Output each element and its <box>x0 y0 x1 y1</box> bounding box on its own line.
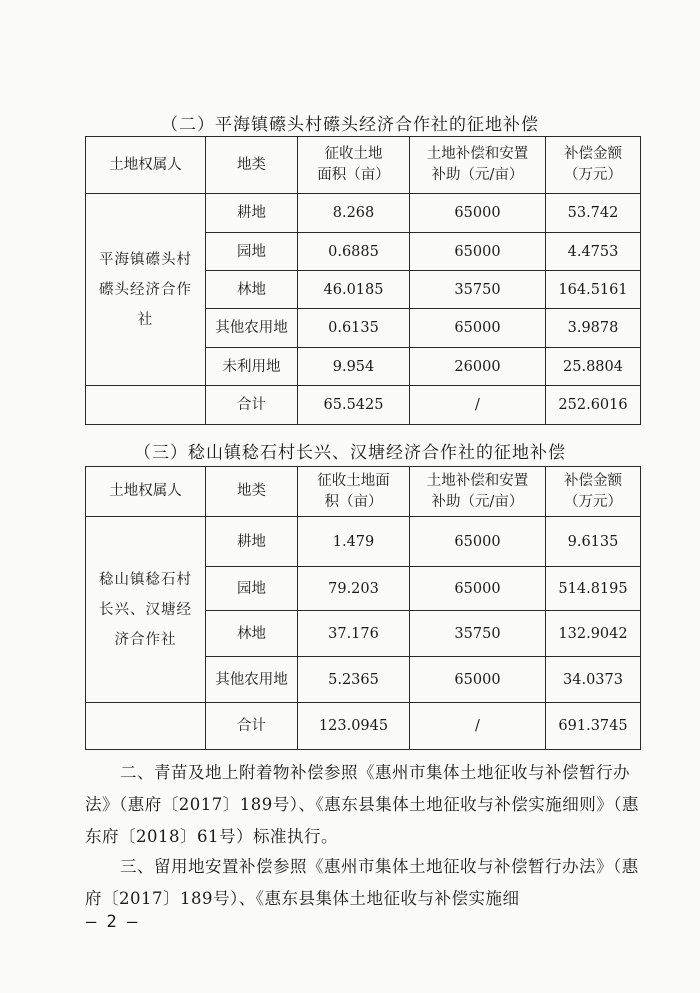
cell-land-type: 园地 <box>206 233 298 271</box>
cell-rate: 65000 <box>410 194 546 233</box>
table-row <box>86 517 641 567</box>
cell-land-type: 林地 <box>206 611 298 657</box>
cell-rate: 35750 <box>410 611 546 657</box>
cell-area: 1.479 <box>298 517 410 567</box>
cell-land-type: 耕地 <box>206 194 298 233</box>
cell-rate: 35750 <box>410 271 546 309</box>
cell-land-type: 园地 <box>206 567 298 611</box>
cell-total-area: 123.0945 <box>298 703 410 750</box>
cell-area: 46.0185 <box>298 271 410 309</box>
cell-total-amount: 691.3745 <box>546 703 641 750</box>
cell-amount: 3.9878 <box>546 309 641 348</box>
cell-amount: 9.6135 <box>546 517 641 567</box>
cell-area: 79.203 <box>298 567 410 611</box>
land-compensation-table-renshan <box>85 466 641 750</box>
cell-area: 0.6885 <box>298 233 410 271</box>
paragraph-reserved-land-compensation: 三、留用地安置补偿参照《惠州市集体土地征收与补偿暂行办法》（惠府〔2017〕189号）、《惠东县集体土地征收与补偿实施细 <box>85 857 639 908</box>
paragraph-seedling-compensation: 二、青苗及地上附着物补偿参照《惠州市集体土地征收与补偿暂行办法》（惠府〔2017〕189号）、《惠东县集体土地征收与补偿实施细则》（惠东府〔2018〕61号）标准执行。 <box>85 763 639 846</box>
cell-area: 0.6135 <box>298 309 410 348</box>
table-total-row <box>86 703 641 750</box>
header-rate: 土地补偿和安置 补助（元/亩） <box>410 137 546 194</box>
header-owner: 土地权属人 <box>86 467 206 517</box>
cell-rate: 65000 <box>410 567 546 611</box>
cell-land-type: 其他农用地 <box>206 657 298 703</box>
cell-rate: 26000 <box>410 348 546 386</box>
cell-total-amount: 252.6016 <box>546 386 641 425</box>
cell-amount: 164.5161 <box>546 271 641 309</box>
cell-total-rate: / <box>410 386 546 425</box>
cell-land-type: 林地 <box>206 271 298 309</box>
cell-total-area: 65.5425 <box>298 386 410 425</box>
header-amount: 补偿金额 （万元） <box>546 137 641 194</box>
cell-area: 8.268 <box>298 194 410 233</box>
cell-area: 9.954 <box>298 348 410 386</box>
section3-heading: （三）稔山镇稔石村长兴、汉塘经济合作社的征地补偿 <box>134 443 566 463</box>
header-land-type: 地类 <box>206 137 298 194</box>
cell-total-label: 合计 <box>206 386 298 425</box>
table-header-row <box>86 137 641 194</box>
cell-amount: 34.0373 <box>546 657 641 703</box>
table-total-row <box>86 386 641 425</box>
table-row <box>86 194 641 233</box>
header-rate: 土地补偿和安置 补助（元/亩） <box>410 467 546 517</box>
cell-total-rate: / <box>410 703 546 750</box>
cell-land-type: 其他农用地 <box>206 309 298 348</box>
cell-land-type: 未利用地 <box>206 348 298 386</box>
cell-rate: 65000 <box>410 517 546 567</box>
cell-area: 5.2365 <box>298 657 410 703</box>
page-number: — 2 — <box>86 912 138 932</box>
cell-total-label: 合计 <box>206 703 298 750</box>
cell-empty <box>86 703 206 750</box>
cell-amount: 4.4753 <box>546 233 641 271</box>
land-compensation-table-pinghai <box>85 136 641 425</box>
cell-land-type: 耕地 <box>206 517 298 567</box>
header-area: 征收土地 面积（亩） <box>298 137 410 194</box>
cell-amount: 25.8804 <box>546 348 641 386</box>
owner-cell: 平海镇礤头村礤头经济合作社 <box>86 194 206 386</box>
header-area: 征收土地面 积（亩） <box>298 467 410 517</box>
cell-rate: 65000 <box>410 233 546 271</box>
header-amount: 补偿金额 （万元） <box>546 467 641 517</box>
header-land-type: 地类 <box>206 467 298 517</box>
table-header-row <box>86 467 641 517</box>
owner-cell: 稔山镇稔石村长兴、汉塘经济合作社 <box>86 517 206 703</box>
cell-area: 37.176 <box>298 611 410 657</box>
cell-amount: 514.8195 <box>546 567 641 611</box>
section2-heading: （二）平海镇礤头村礤头经济合作社的征地补偿 <box>161 115 539 135</box>
cell-amount: 132.9042 <box>546 611 641 657</box>
cell-amount: 53.742 <box>546 194 641 233</box>
cell-rate: 65000 <box>410 309 546 348</box>
header-owner: 土地权属人 <box>86 137 206 194</box>
cell-empty <box>86 386 206 425</box>
cell-rate: 65000 <box>410 657 546 703</box>
